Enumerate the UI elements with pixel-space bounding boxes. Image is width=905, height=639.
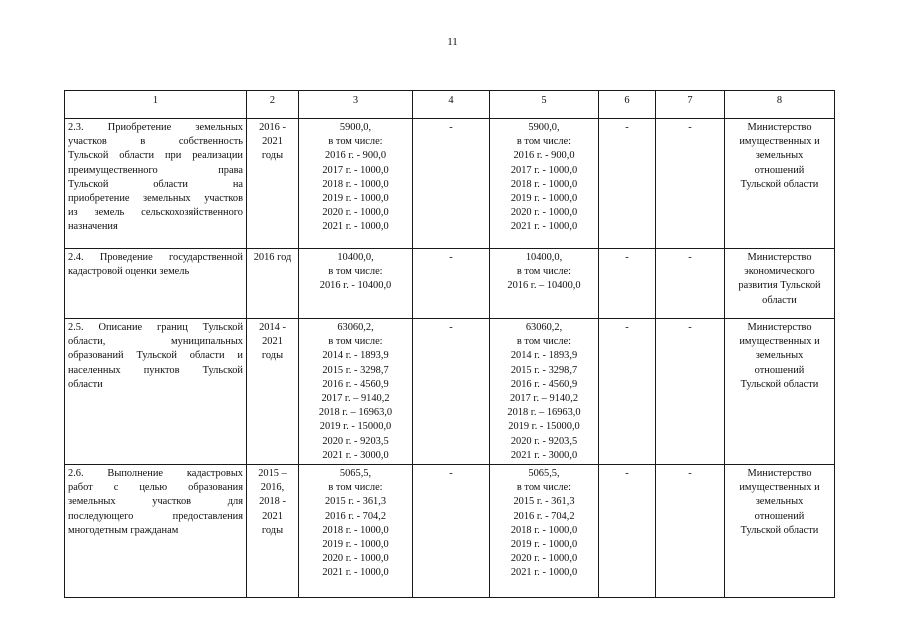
col4-cell: - [413, 319, 490, 465]
funding-line: 2021 г. - 3000,0 [510, 449, 578, 461]
col6-cell: - [599, 249, 656, 319]
column-header: 4 [413, 91, 490, 119]
funding-line: 5900,0, [528, 122, 560, 133]
funding-regional-cell [490, 249, 599, 319]
funding-line: 2018 г. – 16963,0 [318, 407, 393, 419]
executor-line: Министерство [747, 322, 812, 333]
measure-name-line: Тульской области при реализации [68, 150, 243, 162]
executor-line: отношений [754, 510, 805, 522]
table-body [65, 119, 835, 598]
funding-line: 5900,0, [339, 122, 372, 133]
funding-line: 2017 г. - 1000,0 [322, 164, 389, 176]
period-line: 2021 [262, 510, 283, 522]
measure-name-line: 2.6. Выполнение кадастровых [68, 468, 243, 480]
measure-name-line: работ с целью образования [68, 482, 243, 494]
period-line: 2014 - [259, 322, 286, 333]
funding-line: 2016 г. – 10400,0 [507, 280, 581, 292]
funding-line: в том числе: [328, 336, 383, 348]
col4-cell: - [413, 119, 490, 249]
funding-line: 2019 г. - 1000,0 [322, 193, 389, 205]
funding-line: 2017 г. – 9140,2 [321, 393, 390, 405]
period-line: 2021 [262, 136, 283, 148]
funding-line: 2021 г. - 1000,0 [510, 567, 578, 579]
executor-line: Тульской области [740, 178, 819, 190]
measure-name-line: образований Тульской области и [68, 350, 243, 362]
funding-line: 10400,0, [337, 252, 374, 263]
measure-name-line: преимущественного права [68, 164, 243, 176]
period-cell [247, 465, 299, 598]
period-line: 2018 - [259, 496, 286, 508]
funding-line: 2020 г. - 1000,0 [322, 553, 389, 565]
measure-name-line: кадастровой оценки земель [68, 266, 190, 278]
measure-name-line: приобретение земельных участков [68, 193, 243, 205]
funding-line: 2015 г. - 361,3 [324, 496, 387, 508]
funding-cell [299, 249, 413, 319]
funding-line: 2021 г. - 1000,0 [510, 221, 578, 233]
funding-line: 2018 г. – 16963,0 [507, 407, 581, 419]
measure-name-line: 2.5. Описание границ Тульской [68, 322, 243, 333]
funding-line: в том числе: [516, 482, 572, 494]
executor-line: Министерство [747, 252, 812, 263]
funding-line: в том числе: [328, 482, 383, 494]
funding-line: 2018 г. - 1000,0 [322, 524, 389, 536]
executor-line: отношений [754, 364, 805, 376]
table-row [65, 249, 835, 319]
funding-line: 5065,5, [528, 468, 560, 480]
executor-line: Министерство [747, 122, 812, 133]
funding-line: в том числе: [516, 136, 572, 148]
measure-name-line: многодетным гражданам [68, 524, 179, 536]
measure-name-line: Тульской области на [68, 178, 243, 190]
period-line: 2016 год [253, 252, 292, 263]
col6-cell: - [599, 319, 656, 465]
funding-line: 63060,2, [525, 322, 563, 333]
period-cell [247, 119, 299, 249]
measure-name-line: области [68, 378, 103, 390]
column-number-header-row [65, 91, 835, 119]
funding-line: 63060,2, [337, 322, 374, 333]
measure-name-line: 2.3. Приобретение земельных [68, 122, 243, 133]
executor-line: отношений [754, 164, 805, 176]
funding-line: 5065,5, [339, 468, 372, 480]
funding-line: 2020 г. - 1000,0 [510, 553, 578, 565]
measure-name-line: земельных участков для [68, 496, 243, 508]
funding-line: 2020 г. - 1000,0 [322, 207, 389, 219]
funding-line: 2014 г. - 1893,9 [322, 350, 389, 362]
executor-line: Тульской области [740, 524, 819, 536]
period-line: годы [261, 524, 284, 536]
col7-cell: - [656, 465, 725, 598]
executor-line: земельных [755, 350, 804, 362]
funding-line: 2014 г. - 1893,9 [510, 350, 578, 362]
measure-name-line: населенных пунктов Тульской [68, 364, 243, 376]
funding-line: в том числе: [328, 266, 383, 278]
funding-cell [299, 465, 413, 598]
funding-line: 2021 г. - 1000,0 [322, 567, 389, 579]
funding-line: 2016 г. - 900,0 [513, 150, 575, 162]
responsible-executor-cell [725, 319, 835, 465]
period-cell [247, 249, 299, 319]
funding-line: 2018 г. - 1000,0 [510, 524, 578, 536]
funding-line: 2018 г. - 1000,0 [510, 178, 578, 190]
funding-cell [299, 319, 413, 465]
measure-name-cell [65, 119, 247, 249]
funding-line: 2016 г. - 10400,0 [319, 280, 392, 292]
measure-name-line: области, муниципальных [68, 336, 243, 348]
period-line: годы [261, 150, 284, 162]
funding-line: 10400,0, [525, 252, 563, 263]
funding-line: 2019 г. - 1000,0 [510, 539, 578, 551]
executor-line: Тульской области [740, 378, 819, 390]
funding-line: 2016 г. - 704,2 [324, 510, 387, 522]
funding-line: 2015 г. - 361,3 [513, 496, 575, 508]
funding-line: в том числе: [516, 266, 572, 278]
executor-line: земельных [755, 496, 804, 508]
period-line: годы [261, 350, 284, 362]
responsible-executor-cell [725, 249, 835, 319]
executor-line: области [762, 294, 797, 306]
funding-line: 2021 г. - 1000,0 [322, 221, 389, 233]
col4-cell: - [413, 465, 490, 598]
page-number: 11 [447, 36, 458, 48]
funding-regional-cell [490, 119, 599, 249]
executor-line: Министерство [747, 468, 812, 480]
funding-line: 2016 г. - 704,2 [513, 510, 575, 522]
funding-line: 2018 г. - 1000,0 [322, 178, 389, 190]
period-line: 2021 [262, 336, 283, 348]
executor-line: имущественных и [739, 136, 820, 148]
col6-cell: - [599, 119, 656, 249]
column-header: 1 [65, 91, 247, 119]
table-row [65, 319, 835, 465]
col4-cell: - [413, 249, 490, 319]
funding-line: 2019 г. - 15000,0 [319, 421, 392, 433]
funding-line: в том числе: [328, 136, 383, 148]
funding-line: 2016 г. - 4560,9 [322, 378, 389, 390]
executor-line: имущественных и [739, 336, 820, 348]
column-header: 2 [247, 91, 299, 119]
measure-name-line: из земель сельскохозяйственного [68, 207, 243, 219]
funding-line: 2016 г. - 900,0 [324, 150, 387, 162]
column-header: 7 [656, 91, 725, 119]
funding-line: в том числе: [516, 336, 572, 348]
funding-line: 2020 г. - 1000,0 [510, 207, 578, 219]
funding-line: 2020 г. - 9203,5 [510, 435, 578, 447]
column-header: 3 [299, 91, 413, 119]
funding-line: 2019 г. - 15000,0 [508, 421, 580, 433]
table-row [65, 465, 835, 598]
table-row [65, 119, 835, 249]
column-header: 8 [725, 91, 835, 119]
measure-name-line: назначения [68, 221, 118, 233]
funding-line: 2021 г. - 3000,0 [322, 449, 389, 461]
funding-line: 2017 г. - 1000,0 [510, 164, 578, 176]
period-cell [247, 319, 299, 465]
col7-cell: - [656, 319, 725, 465]
period-line: 2015 – [258, 468, 287, 480]
funding-line: 2015 г. - 3298,7 [322, 364, 389, 376]
funding-line: 2019 г. - 1000,0 [322, 539, 389, 551]
funding-line: 2016 г. - 4560,9 [510, 378, 578, 390]
funding-regional-cell [490, 319, 599, 465]
measure-name-cell [65, 319, 247, 465]
col7-cell: - [656, 249, 725, 319]
measure-name-line: 2.4. Проведение государственной [68, 252, 243, 263]
period-line: 2016 - [259, 122, 286, 133]
executor-line: развития Тульской [738, 280, 821, 292]
funding-line: 2019 г. - 1000,0 [510, 193, 578, 205]
measure-name-line: участков в собственность [68, 136, 243, 148]
executor-line: земельных [755, 150, 804, 162]
funding-line: 2017 г. – 9140,2 [509, 393, 579, 405]
col6-cell: - [599, 465, 656, 598]
column-header: 5 [490, 91, 599, 119]
executor-line: имущественных и [739, 482, 820, 494]
measure-name-cell [65, 249, 247, 319]
funding-regional-cell [490, 465, 599, 598]
responsible-executor-cell [725, 465, 835, 598]
executor-line: экономического [744, 266, 815, 278]
program-measures-table [64, 90, 835, 598]
measure-name-cell [65, 465, 247, 598]
funding-cell [299, 119, 413, 249]
col7-cell: - [656, 119, 725, 249]
measure-name-line: последующего предоставления [68, 510, 243, 522]
responsible-executor-cell [725, 119, 835, 249]
funding-line: 2020 г. - 9203,5 [322, 435, 389, 447]
column-header: 6 [599, 91, 656, 119]
funding-line: 2015 г. - 3298,7 [510, 364, 578, 376]
period-line: 2016, [260, 482, 285, 494]
